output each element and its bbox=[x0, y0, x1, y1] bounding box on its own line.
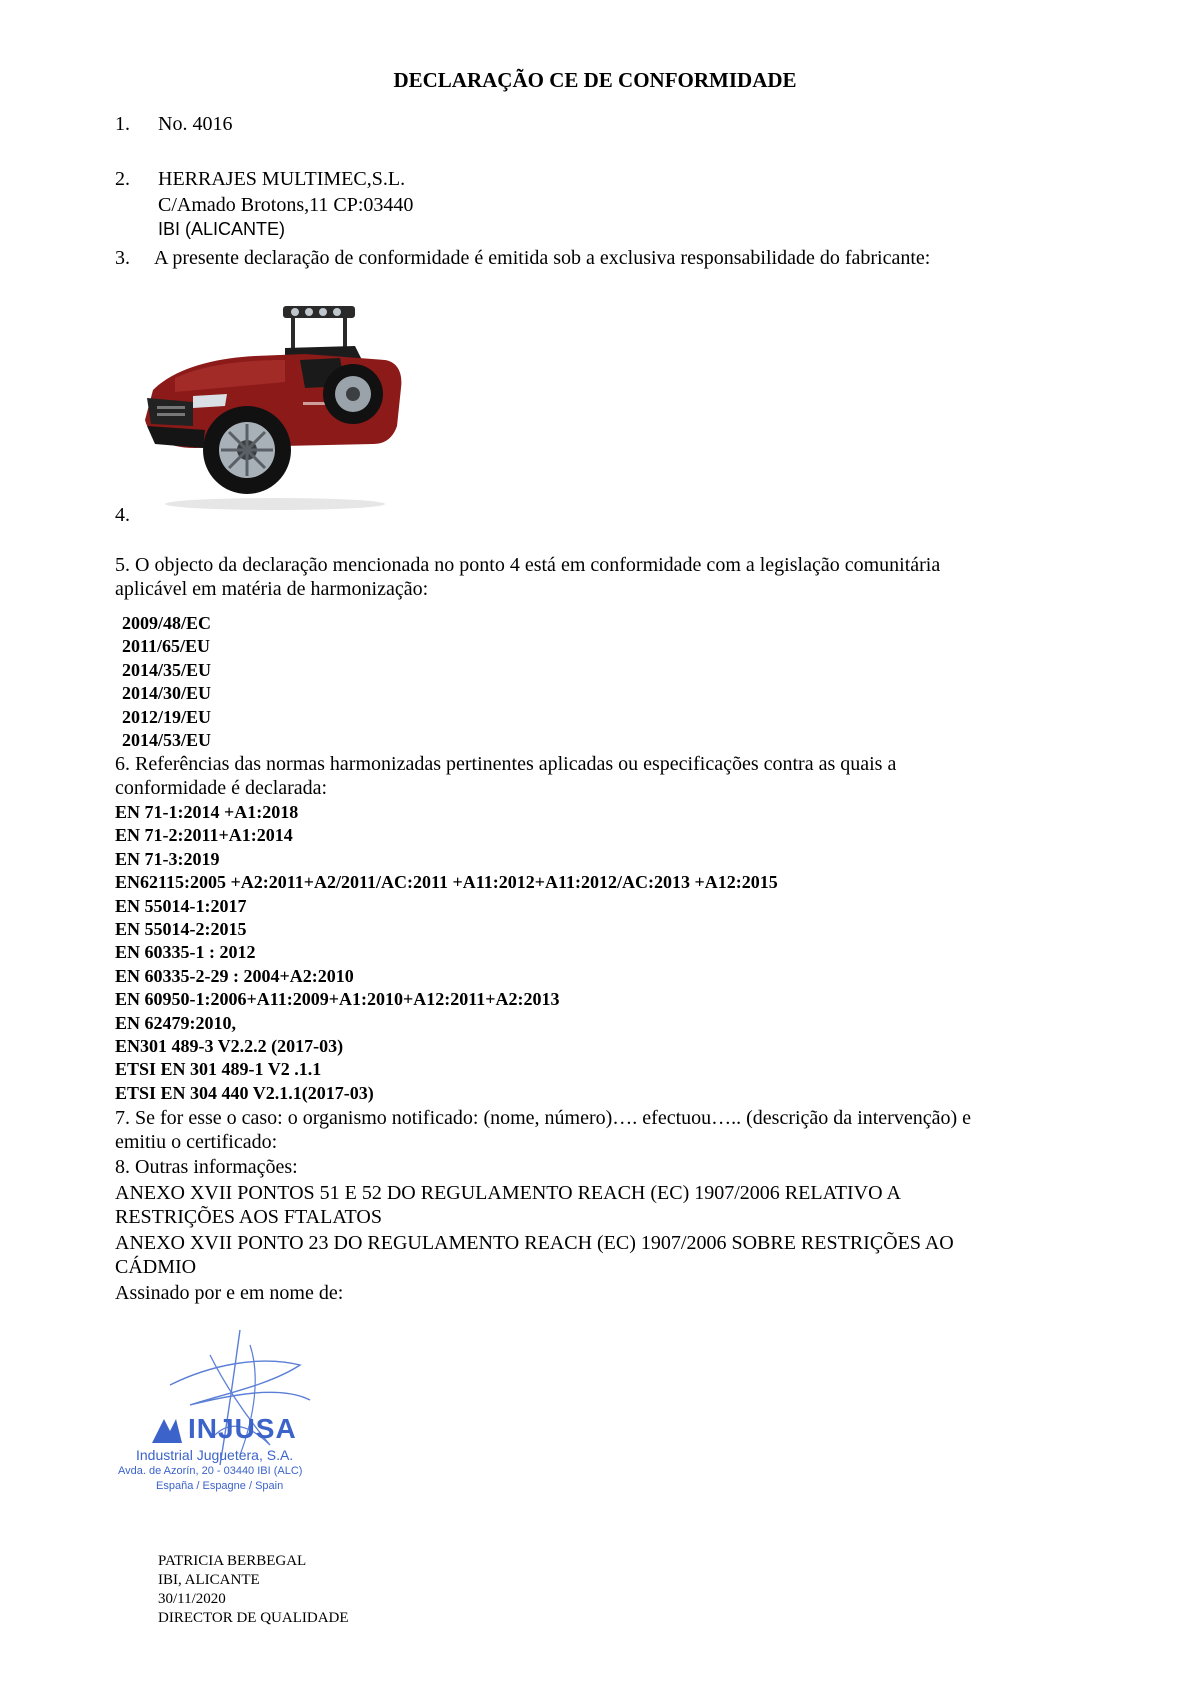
item-7-line-1: 7. Se for esse o caso: o organismo notificado: (nome, número)…. efectuou….. (descrição da intervenção) e bbox=[115, 1107, 972, 1129]
norm-item: EN 60950-1:2006+A11:2009+A1:2010+A12:2011+A2:2013 bbox=[115, 989, 560, 1010]
stamp-brand: INJUSA bbox=[188, 1413, 297, 1444]
norm-item: EN 71-1:2014 +A1:2018 bbox=[115, 802, 299, 822]
norm-item: EN 60335-1 : 2012 bbox=[115, 942, 256, 963]
norm-item: EN301 489-3 V2.2.2 (2017-03) bbox=[115, 1035, 344, 1056]
stamp-address: Avda. de Azorín, 20 - 03440 IBI (ALC) bbox=[118, 1465, 303, 1477]
item-6-line-1: 6. Referências das normas harmonizadas pertinentes aplicadas ou especificações contra as quais a bbox=[115, 753, 897, 775]
item-3-number: 3. bbox=[115, 247, 130, 269]
directives-list bbox=[122, 612, 211, 752]
injusa-logo-icon bbox=[150, 1417, 184, 1445]
manufacturer-address: C/Amado Brotons,11 CP:03440 bbox=[158, 194, 414, 216]
norm-item: ETSI EN 301 489-1 V2 .1.1 bbox=[115, 1059, 322, 1080]
item-7-line-2: emitiu o certificado: bbox=[115, 1131, 278, 1153]
item-8-line-4: CÁDMIO bbox=[115, 1256, 197, 1278]
company-stamp bbox=[118, 1415, 348, 1505]
signatory-role: DIRECTOR DE QUALIDADE bbox=[158, 1610, 349, 1626]
item-8-label: 8. Outras informações: bbox=[115, 1156, 298, 1178]
item-4-number: 4. bbox=[115, 504, 130, 526]
directive-item: 2014/35/EU bbox=[122, 659, 212, 680]
norm-item: EN 71-2:2011+A1:2014 bbox=[115, 825, 293, 846]
norm-item: EN 71-3:2019 bbox=[115, 848, 220, 869]
directive-item: 2009/48/EC bbox=[122, 613, 212, 633]
stamp-company: Industrial Juguetera, S.A. bbox=[136, 1447, 294, 1463]
item-8-line-1: ANEXO XVII PONTOS 51 E 52 DO REGULAMENTO REACH (EC) 1907/2006 RELATIVO A bbox=[115, 1182, 901, 1204]
item-8-line-3: ANEXO XVII PONTO 23 DO REGULAMENTO REACH (EC) 1907/2006 SOBRE RESTRIÇÕES AO bbox=[115, 1232, 954, 1254]
signatory-block bbox=[158, 1552, 349, 1628]
norm-item: ETSI EN 304 440 V2.1.1(2017-03) bbox=[115, 1082, 374, 1103]
item-1-text: No. 4016 bbox=[158, 113, 233, 135]
norm-item: EN 62479:2010, bbox=[115, 1012, 236, 1033]
item-3-text: A presente declaração de conformidade é emitida sob a exclusiva responsabilidade do fabricante: bbox=[154, 247, 931, 269]
signatory-name: PATRICIA BERBEGAL bbox=[158, 1553, 307, 1569]
norm-item: EN 55014-2:2015 bbox=[115, 918, 247, 939]
directive-item: 2014/53/EU bbox=[122, 729, 212, 750]
manufacturer-name: HERRAJES MULTIMEC,S.L. bbox=[158, 168, 406, 190]
signatory-place: IBI, ALICANTE bbox=[158, 1572, 260, 1588]
norm-item: EN62115:2005 +A2:2011+A2/2011/AC:2011 +A11:2012+A11:2012/AC:2013 +A12:2015 bbox=[115, 872, 778, 893]
item-8-line-2: RESTRIÇÕES AOS FTALATOS bbox=[115, 1206, 382, 1228]
item-5-line-1: 5. O objecto da declaração mencionada no ponto 4 está em conformidade com a legislação comunitária bbox=[115, 554, 941, 576]
norms-list bbox=[115, 801, 778, 1105]
stamp-country: España / Espagne / Spain bbox=[156, 1480, 284, 1492]
signed-by-label: Assinado por e em nome de: bbox=[115, 1282, 344, 1304]
item-6-line-2: conformidade é declarada: bbox=[115, 777, 328, 799]
document-title: DECLARAÇÃO CE DE CONFORMIDADE bbox=[393, 68, 797, 92]
directive-item: 2012/19/EU bbox=[122, 706, 212, 727]
item-5-line-2: aplicável em matéria de harmonização: bbox=[115, 578, 429, 600]
product-car-image bbox=[135, 298, 425, 516]
manufacturer-city: IBI (ALICANTE) bbox=[158, 219, 286, 239]
item-1-number: 1. bbox=[115, 113, 130, 135]
norm-item: EN 55014-1:2017 bbox=[115, 895, 247, 916]
signatory-date: 30/11/2020 bbox=[158, 1591, 226, 1607]
item-2-number: 2. bbox=[115, 168, 130, 190]
directive-item: 2011/65/EU bbox=[122, 636, 211, 657]
norm-item: EN 60335-2-29 : 2004+A2:2010 bbox=[115, 965, 354, 986]
directive-item: 2014/30/EU bbox=[122, 683, 212, 704]
